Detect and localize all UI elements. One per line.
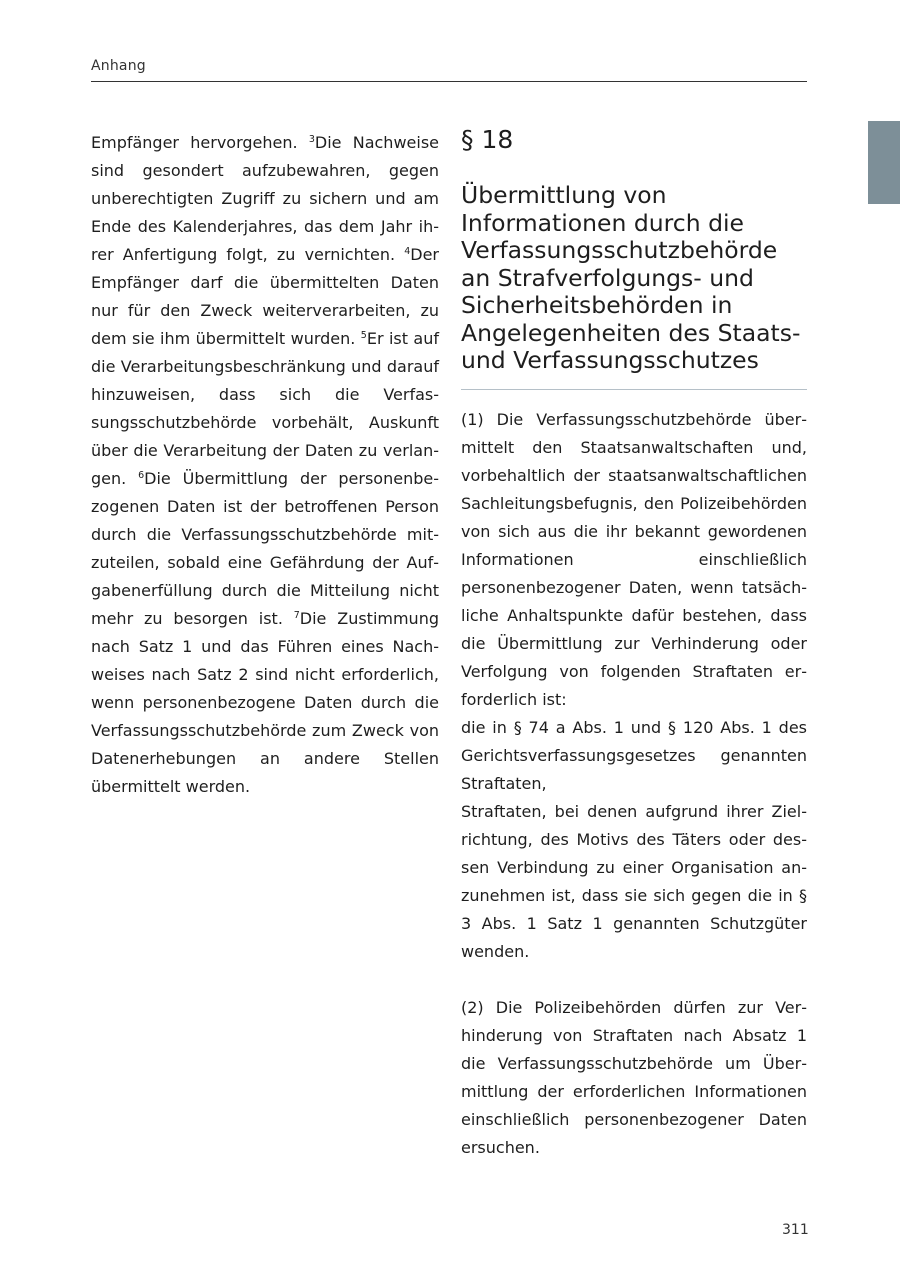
- sentence-number: 3: [308, 134, 315, 145]
- sentence-number: 4: [404, 246, 411, 257]
- chapter-thumb-tab: [868, 121, 900, 204]
- section-title-line: Informationen durch die: [461, 208, 744, 237]
- paragraph-2: (2) Die Polizeibehörden dürfen zur Verhinderung von Straftaten nach Absatz 1 die Verfassungsschutzbehörde um Übermittlung der erforderlichen Informationen einschließlich personenbezogener Daten ersuchen.: [461, 997, 807, 1157]
- right-column: [461, 124, 807, 1162]
- section-number: § 18: [461, 125, 514, 154]
- section-title: [461, 182, 807, 375]
- section-title-line: Übermittlung von: [461, 181, 667, 209]
- left-column: [91, 129, 439, 801]
- running-header: Anhang: [91, 58, 146, 74]
- paragraph-spacer: [461, 966, 807, 994]
- sentence-number: 7: [293, 610, 300, 621]
- page-number: 311: [782, 1222, 809, 1238]
- sentence-text: Er ist auf die Verarbeitungsbeschränkung und darauf hinzuweisen, dass sich die Verfassungsschutzbehörde vorbehält, Auskunft über die Verarbeitung der Daten zu verlangen.: [91, 329, 439, 488]
- sentence-number: 5: [360, 330, 367, 341]
- section-title-line: Verfassungsschutzbehörde: [461, 236, 778, 264]
- chapter-thumb-tab-fill: [868, 121, 900, 204]
- list-item-1: die in § 74 a Abs. 1 und § 120 Abs. 1 des Gerichtsverfassungsgesetzes genannten Straftaten,: [461, 717, 807, 793]
- section-title-line: an Strafverfolgungs- und: [461, 263, 754, 292]
- sentence-text: Die Übermittlung der personenbezogenen Daten ist der betroffenen Person durch die Verfassungsschutzbehörde mitzuteilen, sobald eine Gefährdung der Aufgabenerfüllung durch die Mitteilung nicht mehr zu besorgen ist.: [91, 469, 439, 628]
- sentence-text: Empfänger hervorgehen.: [91, 133, 309, 152]
- section-title-line: Angelegenheiten des Staats-: [461, 318, 801, 347]
- continued-paragraph: [91, 129, 439, 801]
- sentence-text: Der Empfänger darf die übermittelten Daten nur für den Zweck weiterverarbeiten, zu dem sie ihm übermittelt wurden.: [91, 245, 439, 348]
- list-item-2: Straftaten, bei denen aufgrund ihrer Zielrichtung, des Motivs des Täters oder dessen Verbindung zu einer Organisation anzunehmen ist, dass sie sich gegen die in § 3 Abs. 1 Satz 1 genannten Schutzgüter wenden.: [461, 801, 807, 961]
- header-rule: [91, 81, 807, 82]
- section-title-line: Sicherheitsbehörden in: [461, 291, 733, 319]
- title-divider: [461, 389, 807, 390]
- paragraph-1: (1) Die Verfassungsschutzbehörde übermittelt den Staatsanwaltschaften und, vorbehaltlich der staatsanwaltschaftlichen Sachleitungsbefugnis, den Polizeibehörden von sich aus die ihr bekannt gewordenen Informationen einschließlich personenbezogener Daten, wenn tatsächliche Anhaltspunkte dafür bestehen, dass die Übermittlung zur Verhinderung oder Verfolgung von folgenden Straftaten erforderlich ist:: [461, 409, 807, 709]
- section-title-line: und Verfassungsschutzes: [461, 346, 759, 374]
- sentence-text: Die Nachweise sind gesondert aufzubewahren, gegen unberechtigten Zugriff zu sichern und am Ende des Kalenderjahres, das dem Jahr ihrer Anfertigung folgt, zu vernichten.: [91, 133, 439, 264]
- sentence-text: Die Zustimmung nach Satz 1 und das Führen eines Nachweises nach Satz 2 sind nicht erforderlich, wenn personenbezogene Daten durch die Verfassungsschutzbehörde zum Zweck von Datenerhebungen an andere Stellen übermittelt werden.: [91, 609, 439, 796]
- sentence-number: 6: [138, 470, 145, 481]
